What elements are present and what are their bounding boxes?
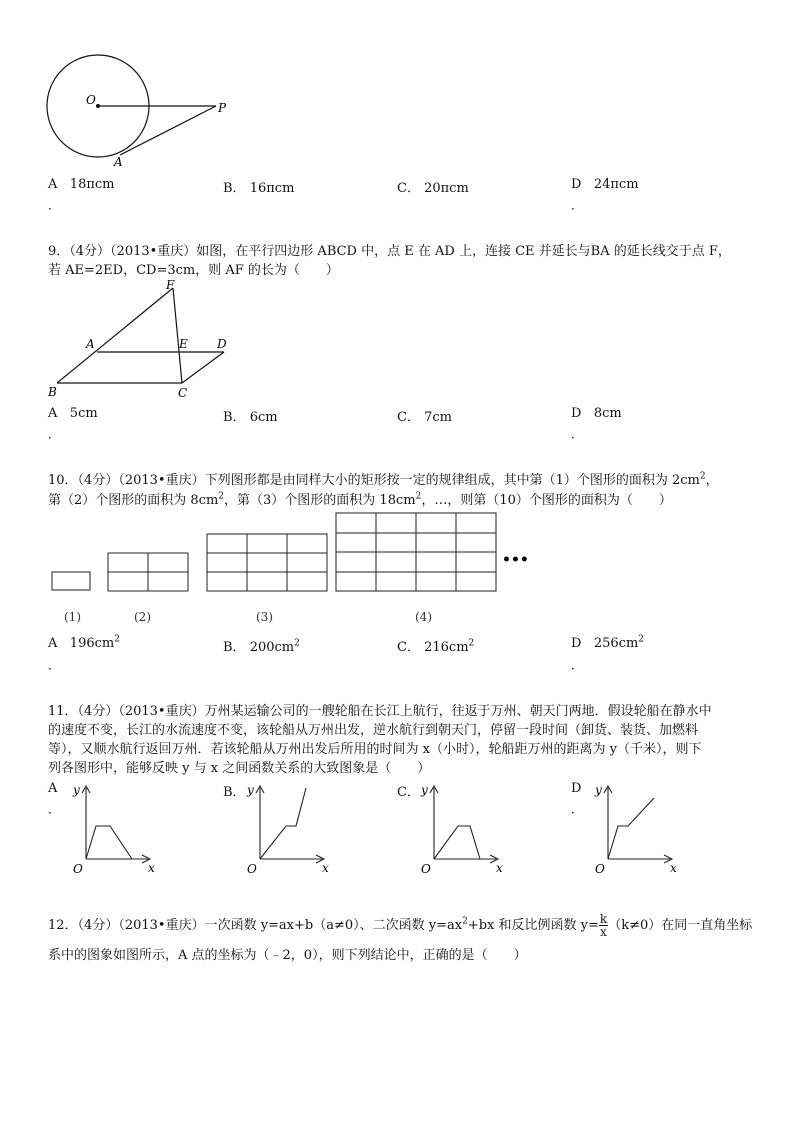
- q11-stem-line4: 列各图形中，能够反映 y 与 x 之间函数关系的大致图象是（ ）: [48, 761, 431, 776]
- label-a: A: [86, 337, 95, 351]
- origin: O: [247, 862, 257, 876]
- q10-rectangle-pattern-figure: [40, 508, 540, 630]
- q11-graph-a: [66, 780, 166, 878]
- q11-stem-line3: 等），又顺水航行返回万州．若该轮船从万州出发后所用的时间为 x（小时），轮船距万州的距离为 y（千米），则下: [48, 742, 702, 757]
- pattern-2: [108, 553, 188, 591]
- q11-option-d[interactable]: D: [571, 781, 582, 796]
- q11-option-d-dot: ．: [571, 802, 584, 816]
- q10-option-d-dot: ．: [571, 658, 584, 672]
- q8-option-d[interactable]: D 24πcm: [571, 177, 639, 192]
- axis-y: y: [73, 783, 80, 797]
- q9-option-d[interactable]: D 8cm: [571, 406, 622, 421]
- q8-circle-figure: [40, 52, 240, 170]
- q11-option-c[interactable]: C．: [397, 785, 420, 800]
- q9-option-b[interactable]: B． 6cm: [223, 410, 278, 425]
- label-p: P: [218, 101, 227, 115]
- caption-4: (4): [415, 610, 432, 624]
- axis-x: x: [670, 861, 677, 875]
- q11-graph-c: [414, 780, 514, 878]
- axis-x: x: [148, 861, 155, 875]
- q9-stem-line2: 若 AE=2ED，CD=3cm，则 AF 的长为（ ）: [48, 263, 339, 278]
- label-f: F: [166, 278, 175, 292]
- caption-3: (3): [256, 610, 273, 624]
- q10-option-a-dot: ．: [48, 658, 61, 672]
- q11-option-a[interactable]: A: [48, 781, 58, 796]
- q9-option-a[interactable]: A 5cm: [48, 406, 98, 421]
- ellipsis-dots: •••: [502, 552, 529, 568]
- q11-stem-line2: 的速度不变，长江的水流速度不变，该轮船从万州出发，逆水航行到朝天门，停留一段时间（卸货、装货、加燃料: [48, 723, 699, 738]
- label-e: E: [179, 337, 188, 351]
- axis-x: x: [496, 861, 503, 875]
- origin: O: [595, 862, 605, 876]
- q8-option-c[interactable]: C． 20πcm: [397, 181, 469, 196]
- q11-graph-b: [240, 780, 340, 878]
- label-c: C: [178, 386, 188, 400]
- q10-stem-line1: 10．（4分）（2013•重庆）下列图形都是由同样大小的矩形按一定的规律组成，其中第（1）个图形的面积为 $2cm^2$，: [48, 471, 719, 488]
- q9-option-a-dot: ．: [48, 427, 61, 441]
- q10-stem-line2: 第（2）个图形的面积为 $8cm^2$，第（3）个图形的面积为 $18cm^2$，…，则第（10）个图形的面积为（ ）: [48, 491, 672, 508]
- fraction-k-over-x: $\frac{k}{x}$: [599, 912, 608, 939]
- pattern-1: [52, 572, 90, 590]
- label-d: D: [217, 337, 227, 351]
- q9-parallelogram-figure: [40, 278, 240, 403]
- q12-stem-line1: 12．（4分）（2013•重庆）一次函数 y=ax+b（a≠0）、二次函数 $y=ax^2+bx$ 和反比例函数 y= $\frac{k}{x}$ （k≠0）在同一直角坐标: [48, 912, 753, 939]
- q10-option-c[interactable]: C． $216cm^2$: [397, 638, 475, 655]
- q11-graph-d: [588, 780, 688, 878]
- caption-1: (1): [64, 610, 81, 624]
- pattern-4: [336, 513, 496, 591]
- q12-stem-line2: 系中的图象如图所示，A 点的坐标为（﹣2，0），则下列结论中，正确的是（ ）: [48, 948, 527, 963]
- q11-stem-line1: 11．（4分）（2013•重庆）万州某运输公司的一艘轮船在长江上航行，往返于万州、朝天门两地．假设轮船在静水中: [48, 704, 712, 719]
- q8-option-d-dot: ．: [571, 198, 584, 212]
- q9-option-d-dot: ．: [571, 427, 584, 441]
- origin: O: [421, 862, 431, 876]
- label-a: A: [114, 155, 123, 169]
- origin: O: [73, 862, 83, 876]
- label-o: O: [86, 93, 96, 107]
- axis-y: y: [595, 783, 602, 797]
- q11-option-a-dot: ．: [48, 802, 61, 816]
- label-b: B: [48, 385, 57, 399]
- caption-2: (2): [134, 610, 151, 624]
- axis-x: x: [322, 861, 329, 875]
- q10-option-b[interactable]: B． $200cm^2$: [223, 638, 300, 655]
- q8-option-a[interactable]: A 18πcm: [48, 177, 115, 192]
- q10-option-a[interactable]: A $196cm^2$: [48, 634, 120, 651]
- q9-option-c[interactable]: C． 7cm: [397, 410, 452, 425]
- axis-y: y: [247, 783, 254, 797]
- q9-stem-line1: 9．（4分）（2013•重庆）如图，在平行四边形 ABCD 中，点 E 在 AD 上，连接 CE 并延长与BA 的延长线交于点 F，: [48, 244, 731, 259]
- q10-option-d[interactable]: D $256cm^2$: [571, 634, 644, 651]
- axis-y: y: [421, 783, 428, 797]
- pattern-3: [207, 534, 327, 591]
- q8-option-a-dot: ．: [48, 198, 61, 212]
- q11-option-b[interactable]: B．: [223, 785, 246, 800]
- q8-option-b[interactable]: B． 16πcm: [223, 181, 295, 196]
